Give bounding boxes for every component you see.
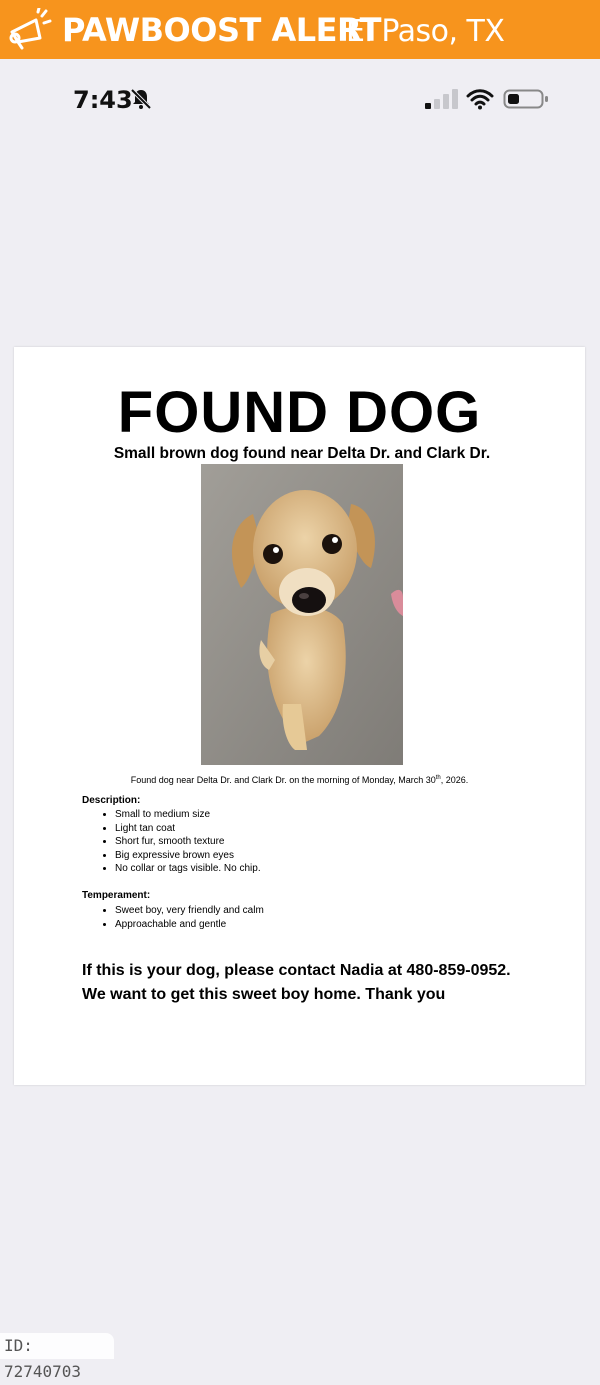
description-label: Description: bbox=[82, 795, 141, 806]
contact-message bbox=[82, 959, 562, 1007]
list-item: • Approachable and gentle bbox=[115, 918, 264, 932]
temperament-list bbox=[82, 904, 264, 931]
alert-location: El Paso, TX bbox=[346, 14, 505, 49]
caption-superscript: th bbox=[435, 775, 441, 781]
alert-id-watermark: ID: 72740703 bbox=[0, 1333, 114, 1359]
caption-text: Found dog near Delta Dr. and Clark Dr. on the morning of Monday, March 30 bbox=[130, 775, 436, 785]
list-item: • Light tan coat bbox=[115, 822, 261, 836]
list-item: • Small to medium size bbox=[115, 808, 261, 822]
list-item: • Short fur, smooth texture bbox=[115, 835, 261, 849]
dog-photo bbox=[201, 464, 403, 765]
caption-text-end: , 2026. bbox=[440, 775, 469, 785]
megaphone-icon bbox=[6, 8, 52, 52]
list-item: • Big expressive brown eyes bbox=[115, 849, 261, 863]
wifi-icon bbox=[466, 88, 494, 110]
contact-line: We want to get this sweet boy home. Thank you bbox=[82, 986, 446, 1003]
list-item: • No collar or tags visible. No chip. bbox=[115, 862, 261, 876]
alert-banner bbox=[0, 0, 600, 59]
flyer-document bbox=[14, 347, 585, 1085]
temperament-label: Temperament: bbox=[82, 890, 151, 901]
signal-icon bbox=[425, 89, 459, 109]
battery-icon bbox=[503, 88, 549, 110]
brand-name: PAWBOOST ALERT bbox=[62, 11, 381, 49]
list-item: • Sweet boy, very friendly and calm bbox=[115, 904, 264, 918]
flyer-headline: FOUND DOG bbox=[117, 380, 482, 445]
contact-line: If this is your dog, please contact Nadia at 480-859-0952. bbox=[82, 962, 511, 979]
flyer-subheadline: Small brown dog found near Delta Dr. and Clark Dr. bbox=[113, 445, 491, 462]
status-time: 7:43 bbox=[73, 86, 133, 114]
description-list bbox=[82, 808, 261, 876]
photo-caption bbox=[14, 775, 585, 785]
bell-slash-icon bbox=[130, 88, 152, 110]
